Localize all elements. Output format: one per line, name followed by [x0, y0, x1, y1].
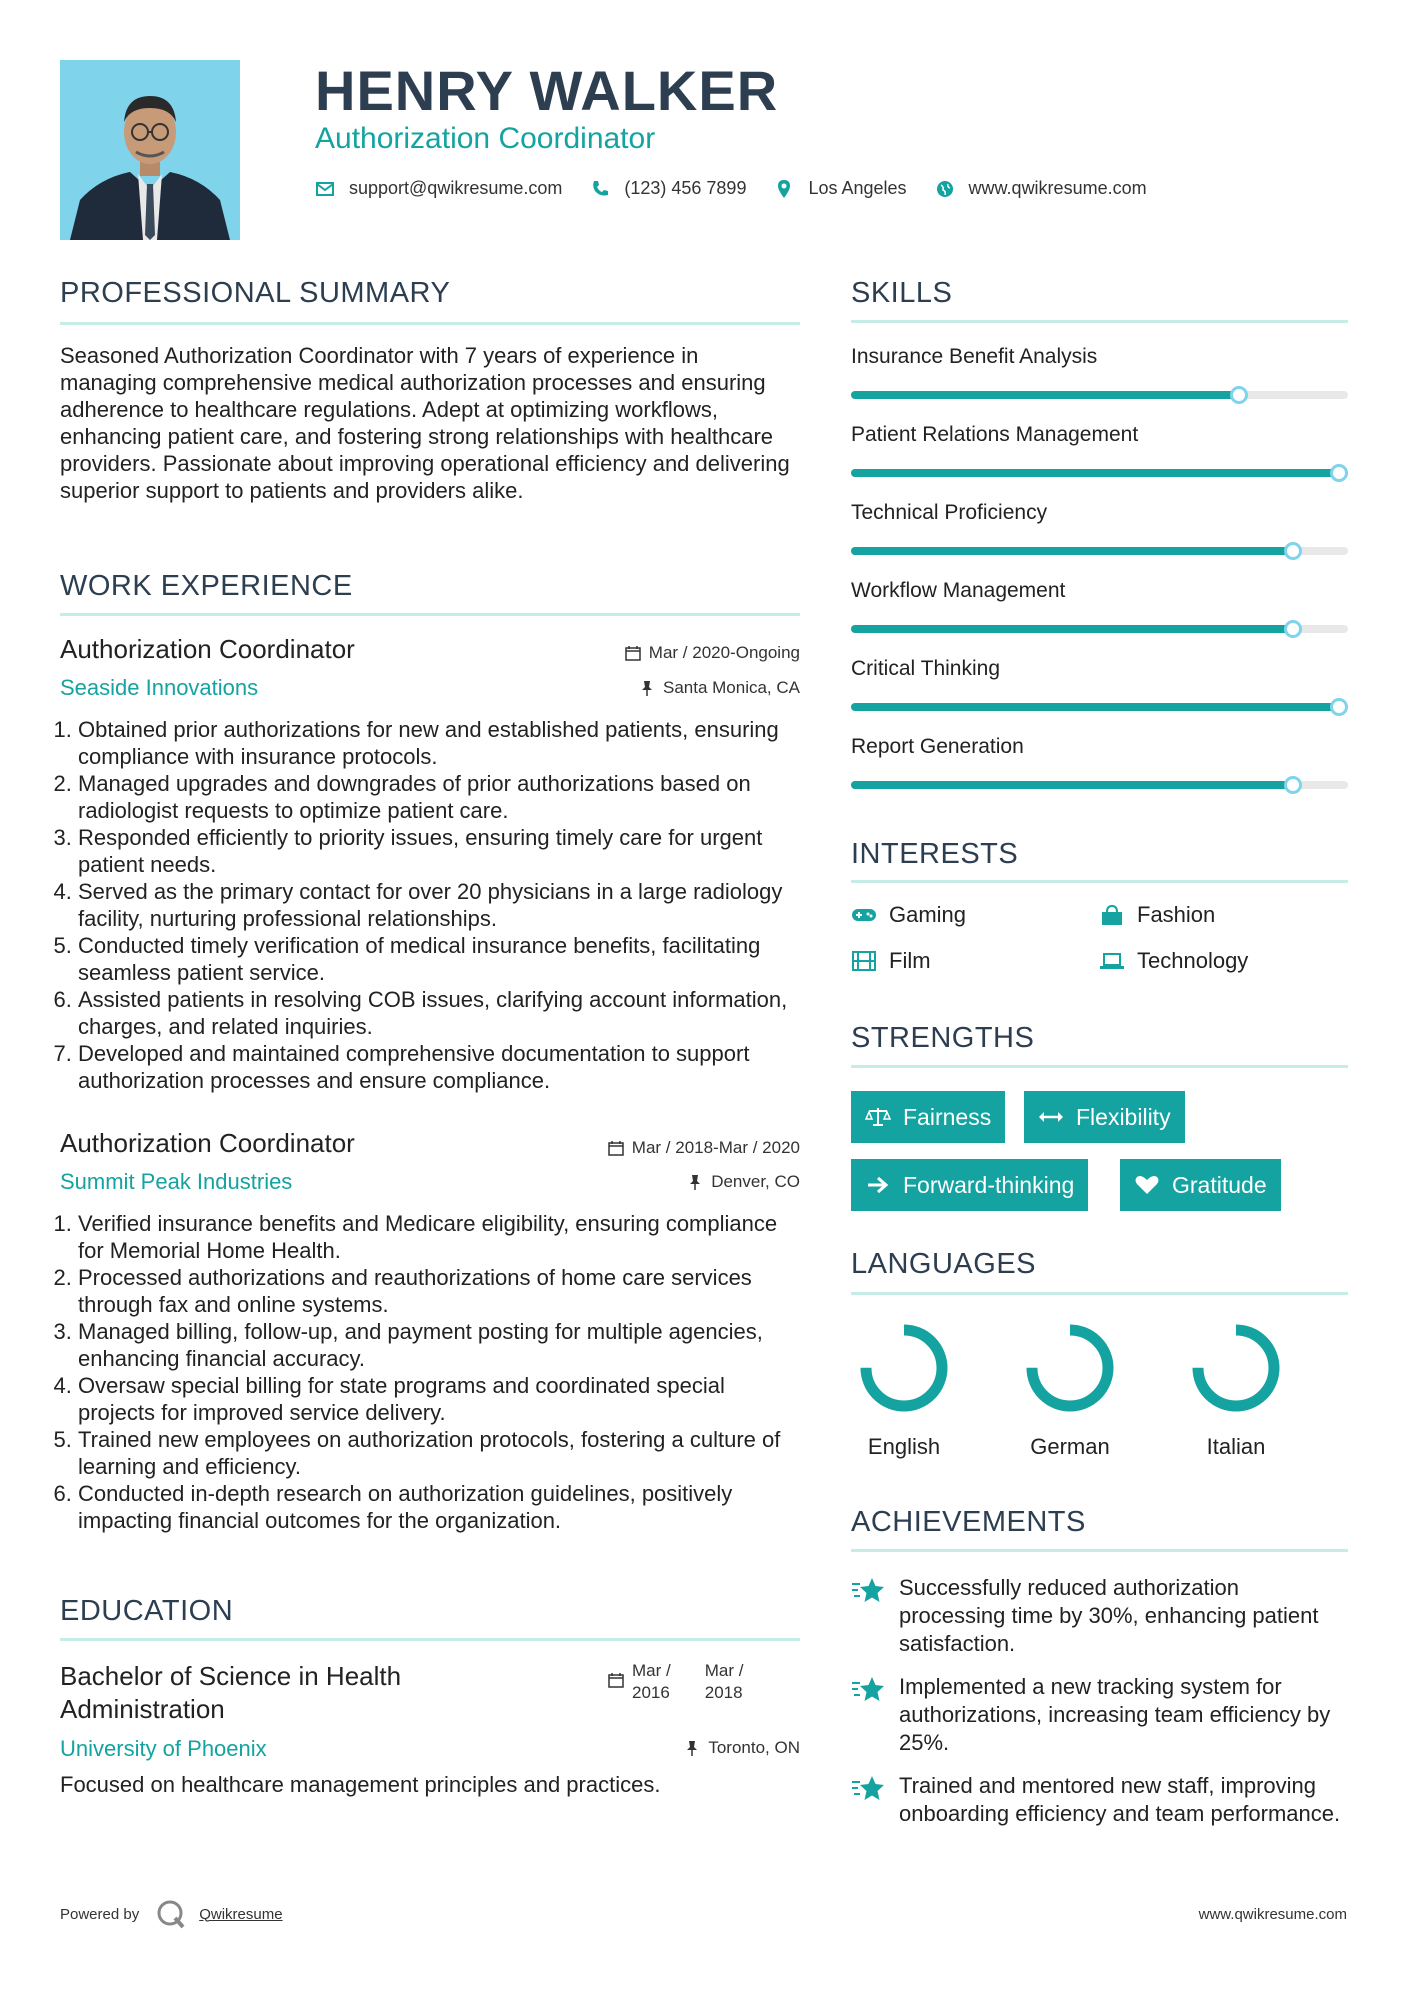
phone-icon	[590, 179, 610, 199]
skill-bar-knob	[1284, 620, 1302, 638]
strength-gratitude	[1120, 1159, 1281, 1211]
skill-bar	[851, 625, 1348, 633]
interest-label: Film	[889, 948, 931, 973]
calendar-icon	[625, 645, 641, 661]
degree-line-2: Administration	[60, 1694, 225, 1724]
experience-divider	[60, 613, 800, 616]
interest-label: Fashion	[1137, 902, 1216, 927]
duty-item: 3. Managed billing, follow-up, and payment posting for multiple agencies, enhancing financial accuracy.	[78, 1318, 800, 1372]
skill-label: Workflow Management	[851, 579, 1066, 602]
film-icon	[851, 950, 877, 972]
laptop-icon	[1099, 950, 1125, 972]
skill-label: Report Generation	[851, 735, 1024, 758]
powered-by-text: Powered by	[60, 1905, 140, 1923]
education-end	[705, 1660, 744, 1704]
interest-film	[851, 948, 931, 974]
shopping-bag-icon	[1099, 904, 1125, 926]
achievement-text: Successfully reduced authorization processing time by 30%, enhancing patient satisfaction.	[899, 1575, 1319, 1656]
skill-bar-fill	[851, 391, 1239, 399]
footer-powered-by	[60, 1898, 283, 1930]
achievement-text: Implemented a new tracking system for authorizations, increasing team efficiency by 25%.	[899, 1674, 1331, 1755]
language-ring-arc	[1198, 1330, 1274, 1406]
duty-item: 1. Verified insurance benefits and Medicare eligibility, ensuring compliance for Memorial Home Health.	[78, 1210, 800, 1264]
duty-item: 4. Oversaw special billing for state programs and coordinated special projects for improved service delivery.	[78, 1372, 800, 1426]
skill-bar-knob	[1330, 464, 1348, 482]
pushpin-icon	[684, 1740, 700, 1756]
skill-label: Patient Relations Management	[851, 423, 1139, 446]
school-name: University of Phoenix	[60, 1736, 267, 1761]
website-text: www.qwikresume.com	[968, 178, 1147, 198]
language-label: German	[1030, 1434, 1110, 1459]
brand-link[interactable]: Qwikresume	[199, 1905, 283, 1923]
interests-divider	[851, 880, 1348, 883]
education-start	[632, 1660, 671, 1704]
skill-bar	[851, 391, 1348, 399]
language-label: English	[867, 1434, 941, 1459]
skills-divider	[851, 320, 1348, 323]
duty-item: 6. Assisted patients in resolving COB issues, clarifying account information, charges, and related inquiries.	[78, 986, 800, 1040]
job-dates-text-2: Mar / 2018-Mar / 2020	[631, 1138, 800, 1157]
skill-bar-fill	[851, 547, 1293, 555]
interests-heading: INTERESTS	[851, 838, 1019, 870]
duty-item: 1. Obtained prior authorizations for new and established patients, ensuring compliance with insurance protocols.	[78, 716, 800, 770]
duty-item: 5. Conducted timely verification of medical insurance benefits, facilitating seamless patient service.	[78, 932, 800, 986]
education-dates	[608, 1660, 743, 1704]
languages-divider	[851, 1292, 1348, 1295]
strengths-heading: STRENGTHS	[851, 1022, 1035, 1054]
language-ring	[1166, 1318, 1306, 1418]
language-ring-chart	[1020, 1318, 1120, 1418]
school-location	[520, 1738, 800, 1758]
language-ring-arc	[866, 1330, 942, 1406]
job-location-text-2: Denver, CO	[711, 1172, 800, 1191]
start-month: Mar /	[632, 1661, 671, 1680]
profile-photo	[60, 60, 240, 240]
footer-website[interactable]: www.qwikresume.com	[1198, 1906, 1347, 1923]
skill-bar-fill	[851, 781, 1293, 789]
calendar-icon	[608, 1672, 624, 1688]
strengths-divider	[851, 1065, 1348, 1068]
skill-bar-knob	[1284, 776, 1302, 794]
strength-label: Fairness	[903, 1103, 992, 1130]
duty-item: 2. Managed upgrades and downgrades of prior authorizations based on radiologist requests to optimize patient care.	[78, 770, 800, 824]
duties-list-1	[50, 716, 800, 1094]
calendar-icon	[608, 1140, 624, 1156]
end-year: 2018	[704, 1683, 743, 1702]
summary-heading: PROFESSIONAL SUMMARY	[60, 277, 451, 309]
skill-bar	[851, 703, 1348, 711]
contact-bar	[315, 178, 1175, 199]
arrows-horizontal-icon	[1038, 1106, 1064, 1128]
skill-bar-knob	[1284, 542, 1302, 560]
skill-label: Insurance Benefit Analysis	[851, 345, 1098, 368]
language-ring	[1000, 1318, 1140, 1418]
job-title-1: Authorization Coordinator	[60, 634, 355, 664]
education-description: Focused on healthcare management principles and practices.	[60, 1772, 661, 1797]
duty-item: 7. Developed and maintained comprehensive documentation to support authorization processes and ensure compliance.	[78, 1040, 800, 1094]
achievements-heading: ACHIEVEMENTS	[851, 1506, 1086, 1538]
achievement-item	[851, 1673, 1351, 1757]
interest-label: Gaming	[889, 902, 967, 927]
job-title-2: Authorization Coordinator	[60, 1128, 355, 1158]
start-year: 2016	[632, 1683, 670, 1702]
heart-icon	[1134, 1174, 1160, 1196]
degree-title	[60, 1660, 401, 1726]
company-1: Seaside Innovations	[60, 675, 259, 700]
interest-label: Technology	[1137, 948, 1249, 973]
job-dates-text-1: Mar / 2020-Ongoing	[648, 643, 800, 662]
language-ring-arc	[1032, 1330, 1108, 1406]
contact-email[interactable]	[315, 178, 562, 199]
gamepad-icon	[851, 904, 877, 926]
strength-label: Gratitude	[1172, 1171, 1267, 1198]
email-text: support@qwikresume.com	[349, 178, 563, 198]
school-location-text: Toronto, ON	[708, 1738, 800, 1757]
skill-label: Technical Proficiency	[851, 501, 1048, 524]
skill-label: Critical Thinking	[851, 657, 1000, 680]
degree-line-1: Bachelor of Science in Health	[60, 1661, 402, 1691]
contact-website[interactable]	[935, 178, 1147, 199]
interest-fashion	[1099, 902, 1215, 928]
map-pin-icon	[774, 179, 794, 199]
languages-heading: LANGUAGES	[851, 1248, 1036, 1280]
skill-bar-fill	[851, 625, 1293, 633]
summary-text: Seasoned Authorization Coordinator with 7 years of experience in managing comprehensive medical authorization processes and ensuring adherence to healthcare regulations. Adept at optimizing workflows, enhancing patient care, and fostering strong relationships with healthcare providers. Passionate about improving operational efficiency and delivering superior support to patients and providers alike.	[60, 343, 790, 503]
duty-item: 5. Trained new employees on authorization protocols, fostering a culture of learning and efficiency.	[78, 1426, 800, 1480]
achievement-text: Trained and mentored new staff, improving onboarding efficiency and team performance.	[899, 1773, 1341, 1826]
achievements-divider	[851, 1549, 1348, 1552]
language-label: Italian	[1206, 1434, 1266, 1459]
skill-bar-knob	[1230, 386, 1248, 404]
language-ring-chart	[1186, 1318, 1286, 1418]
balance-scale-icon	[865, 1106, 891, 1128]
envelope-icon	[315, 179, 335, 199]
job-dates-1	[520, 643, 800, 663]
contact-location	[774, 178, 906, 199]
job-location-1	[520, 678, 800, 698]
strength-flexibility	[1024, 1091, 1185, 1143]
pushpin-icon	[639, 680, 655, 696]
location-text: Los Angeles	[808, 178, 907, 198]
job-dates-2	[500, 1138, 800, 1158]
interest-gaming	[851, 902, 966, 928]
arrow-right-icon	[865, 1174, 891, 1196]
interest-technology	[1099, 948, 1248, 974]
education-heading: EDUCATION	[60, 1595, 234, 1627]
globe-icon	[935, 179, 955, 199]
skill-bar	[851, 547, 1348, 555]
education-divider	[60, 1638, 800, 1641]
pushpin-icon	[687, 1174, 703, 1190]
strength-forward-thinking	[851, 1159, 1088, 1211]
duty-item: 3. Responded efficiently to priority issues, ensuring timely care for urgent patient needs.	[78, 824, 800, 878]
skill-bar-knob	[1330, 698, 1348, 716]
duty-item: 6. Conducted in-depth research on authorization guidelines, positively impacting financial outcomes for the organization.	[78, 1480, 800, 1534]
duty-item: 2. Processed authorizations and reauthorizations of home care services through fax and online systems.	[78, 1264, 800, 1318]
language-ring	[834, 1318, 974, 1418]
contact-phone[interactable]	[590, 178, 746, 199]
strength-label: Flexibility	[1076, 1103, 1171, 1130]
skill-bar-fill	[851, 703, 1348, 711]
star-icon	[851, 1774, 885, 1802]
end-month: Mar /	[704, 1661, 744, 1680]
star-icon	[851, 1576, 885, 1604]
skill-bar	[851, 781, 1348, 789]
strength-fairness	[851, 1091, 1005, 1143]
phone-text: (123) 456 7899	[624, 178, 747, 198]
qwikresume-logo-icon	[155, 1898, 187, 1930]
skills-heading: SKILLS	[851, 277, 953, 309]
achievement-item	[851, 1772, 1351, 1828]
job-location-2	[520, 1172, 800, 1192]
skill-bar	[851, 469, 1348, 477]
experience-heading: WORK EXPERIENCE	[60, 570, 353, 602]
candidate-title: Authorization Coordinator	[315, 122, 656, 155]
star-icon	[851, 1675, 885, 1703]
language-ring-chart	[854, 1318, 954, 1418]
achievement-item	[851, 1574, 1351, 1658]
skill-bar-fill	[851, 469, 1348, 477]
job-location-text-1: Santa Monica, CA	[662, 678, 800, 697]
duty-item: 4. Served as the primary contact for over 20 physicians in a large radiology facility, nurturing professional relationships.	[78, 878, 800, 932]
summary-divider	[60, 322, 800, 325]
company-2: Summit Peak Industries	[60, 1169, 293, 1194]
candidate-name: HENRY WALKER	[315, 59, 779, 122]
duties-list-2	[50, 1210, 800, 1534]
strength-label: Forward-thinking	[903, 1171, 1075, 1198]
